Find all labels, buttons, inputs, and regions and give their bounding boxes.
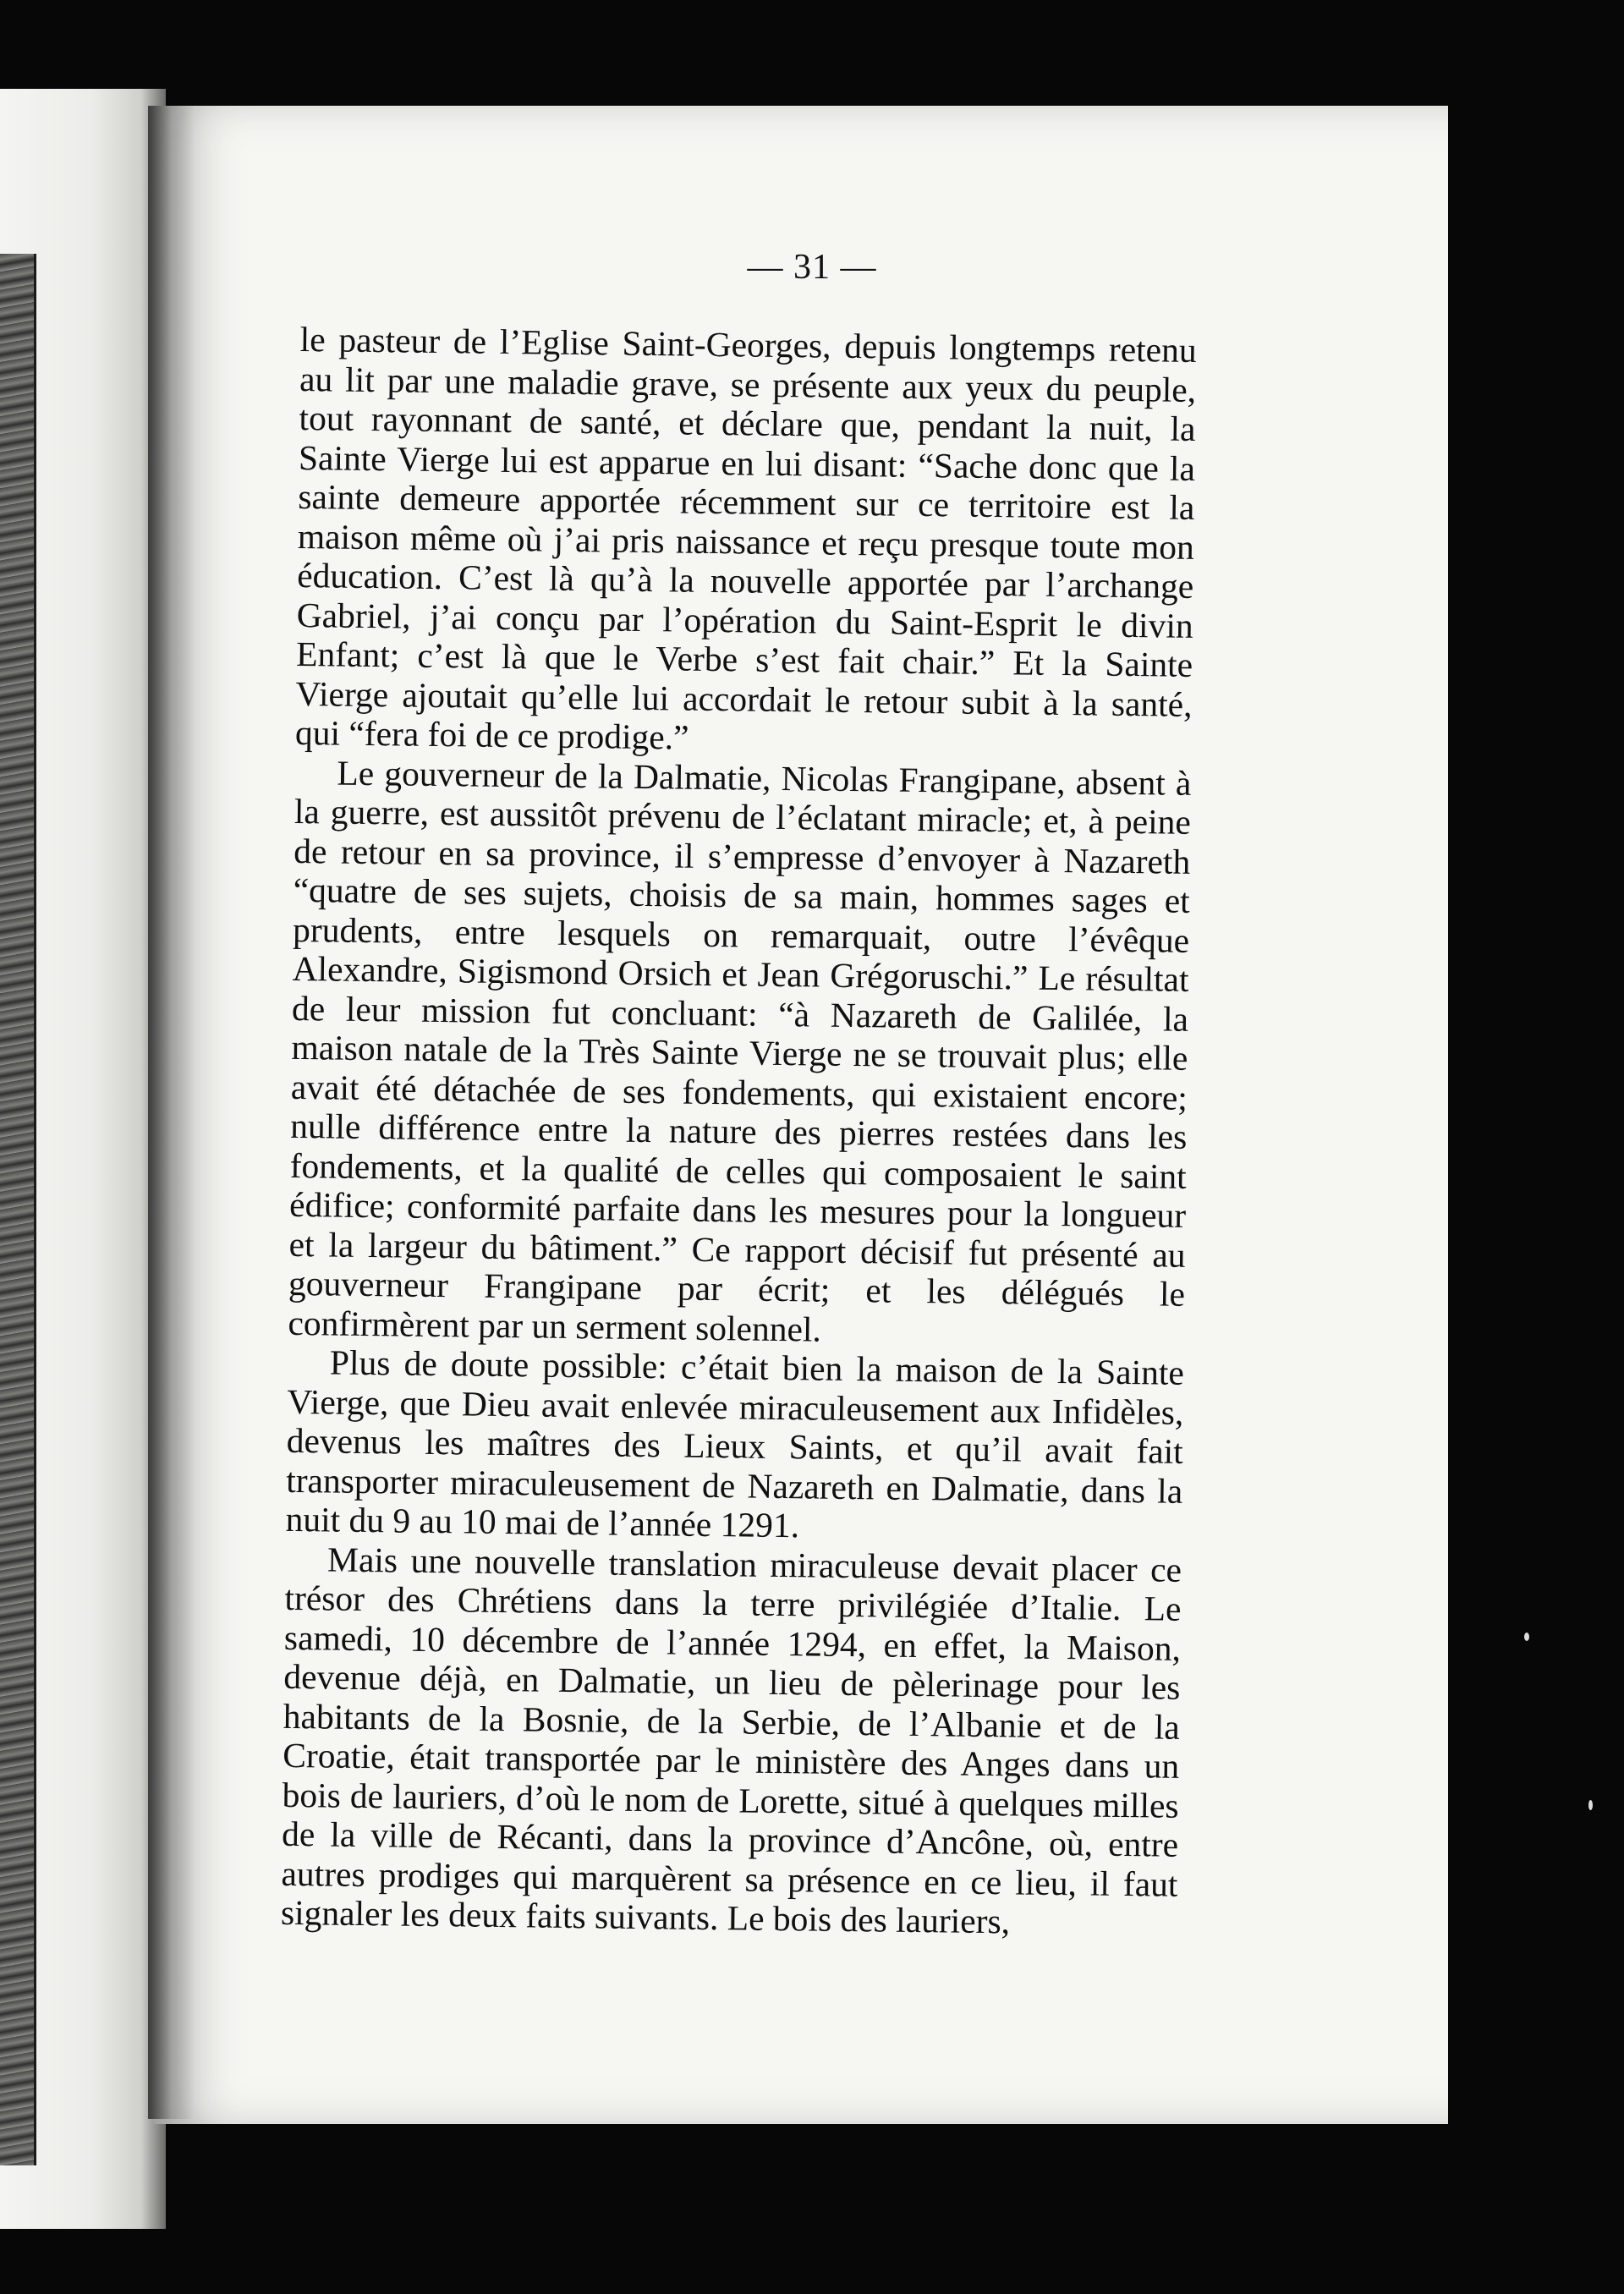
page-number: — 31 —: [747, 248, 877, 287]
paragraph: Mais une nouvelle translation miraculeuse devait placer ce trésor des Chrétiens dans la terre privilégiée d’Italie. Le samedi, 10 décembre de l’année 1294, en effet, la Maison, devenue déjà, en Dalmatie, un lieu de pèlerinage pour les habitants de la Bosnie, de la Serbie, de l’Albanie et de la Croatie, était transportée par le ministère des Anges dans un bois de lauriers, d’où le nom de Lorette, situé à quelques milles de la ville de Récanti, dans la province d’Ancône, où, entre autres prodiges qui marquèrent sa présence en ce lieu, il faut signaler les deux faits suivants. Le bois des lauriers,: [280, 1539, 1182, 1941]
paragraph: Plus de doute possible: c’était bien la maison de la Sainte Vierge, que Dieu avait enlevée miraculeusement aux Infidèles, devenus les maîtres des Lieux Saints, et qu’il avait fait transporter miraculeusement de Nazareth en Dalmatie, dans la nuit du 9 au 10 mai de l’année 1291.: [285, 1342, 1185, 1545]
dust-speck: [1524, 1633, 1529, 1641]
gutter-shadow: [148, 106, 195, 2119]
paragraph: Le gouverneur de la Dalmatie, Nicolas Frangipane, absent à la guerre, est aussitôt prévenu de l’éclatant miracle; et, à peine de retour en sa province, il s’empresse d’envoyer à Nazareth “quatre de ses sujets, choisis de sa main, hommes sages et prudents, entre lesquels on remarquait, outre l’évêque Alexandre, Sigismond Orsich et Jean Grégoruschi.” Le résultat de leur mission fut concluant: “à Nazareth de Galilée, la maison natale de la Très Sainte Vierge ne se trouvait plus; elle avait été détachée de ses fondements, qui existaient encore; nulle différence entre la nature des pierres restées dans les fondements, et la qualité de celles qui composaient le saint édifice; conformité parfaite dans les mesures pour la longueur et la largeur du bâtiment.” Ce rapport décisif fut présenté au gouverneur Frangipane par écrit; et les délégués le confirmèrent par un serment solennel.: [288, 753, 1192, 1349]
dust-speck: [1588, 1800, 1593, 1810]
left-page-illustration-edge: [0, 254, 36, 2165]
body-text: [281, 320, 1197, 1943]
paragraph: le pasteur de l’Eglise Saint-Georges, depuis longtemps retenu au lit par une maladie grave, se présente aux yeux du peuple, tout rayonnant de santé, et déclare que, pendant la nuit, la Sainte Vierge lui est apparue en lui disant: “Sache donc que la sainte demeure apportée récemment sur ce territoire est la maison même où j’ai pris naissance et reçu presque toute mon éducation. C’est là qu’à la nouvelle apportée par l’archange Gabriel, j’ai conçu par l’opération du Saint-Esprit le divin Enfant; c’est là que le Verbe s’est fait chair.” Et la Sainte Vierge ajoutait qu’elle lui accordait le retour subit à la santé, qui “fera foi de ce prodige.”: [294, 320, 1197, 757]
